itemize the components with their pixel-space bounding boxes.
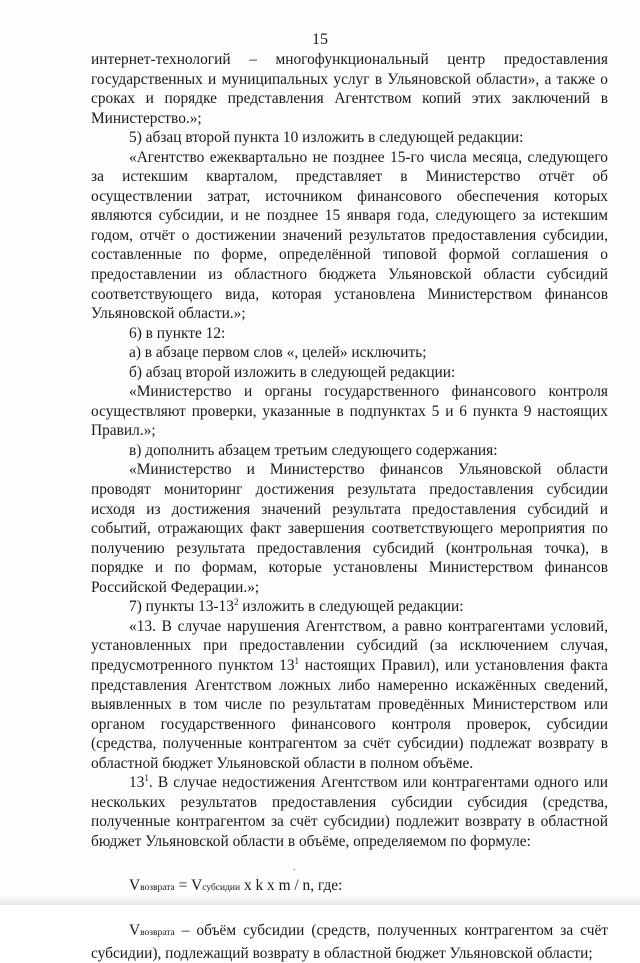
amendment-item-5: 5) абзац второй пункта 10 изложить в следующей редакции: xyxy=(129,129,524,147)
subitem-a: а) в абзаце первом слов «, целей» исключить; xyxy=(129,344,427,362)
quote-monitoring: «Министерство и Министерство финансов Ульяновской области проводят мониторинг достижения результата предоставления субсидии исходя из достижения значений результата предоставления субсидий и событий, отражающих факт завершения соответствующего мероприятия по получению результата предоставления субсидий (контрольная точка), в порядке и по формам, которые установлены Министерством финансов Российской Федерации.»; xyxy=(91,461,608,596)
quote-inspections: «Министерство и органы государственного финансового контроля осуществляют проверки, указанные в подпунктах 5 и 6 пункта 9 настоящих Правил.»; xyxy=(91,383,608,440)
subitem-c: в) дополнить абзацем третьим следующего содержания: xyxy=(129,441,498,459)
page-number: 15 xyxy=(312,31,328,48)
scan-edge xyxy=(0,895,640,905)
superscript: 2 xyxy=(233,597,239,608)
subitem-b: б) абзац второй изложить в следующей редакции: xyxy=(129,363,456,381)
formula-subscript-subsidy: субсидии xyxy=(202,883,241,894)
clause-13-tail: настоящих Правил), или установления факта представления Агентством ложных либо намеренно искажённых сведений, выявленных в том числе по результатам проведённых Министерством или органом государственного финансового контроля проверок, субсидии (средства, полученные контрагентом за счёт субсидии) подлежат возврату в областной бюджет Ульяновской области в полном объёме. xyxy=(91,656,608,772)
formula-v: V xyxy=(129,877,141,895)
superscript: 1 xyxy=(294,655,300,666)
document-body xyxy=(91,51,608,963)
definition-subscript: возврата xyxy=(140,927,175,938)
amendment-item-6: 6) в пункте 12: xyxy=(129,324,226,342)
clause-13-text: «13. В случае нарушения Агентством, а равно контрагентами условий, установленных при предоставлении субсидий (за исключением случая, предусмотренного пунктом 13 xyxy=(91,617,608,674)
clause-13-1-number: 13 xyxy=(129,774,145,792)
formula-equals: = V xyxy=(174,877,203,895)
definition-v-return xyxy=(91,921,608,963)
formula-subscript-return: возврата xyxy=(140,883,175,894)
amendment-item-7 xyxy=(91,597,608,617)
footer-mark: . xyxy=(293,862,296,873)
amendment-item-7-text: 7) пункты 13-13 xyxy=(129,598,234,616)
amendment-item-7-tail: изложить в следующей редакции: xyxy=(238,598,464,616)
clause-13-1-text: . В случае недостижения Агентством или контрагентами одного или нескольких результатов предоставления субсидии субсидия (средства, полученные контрагентом за счёт субсидии) подлежит возврату в областной бюджет Ульяновской области в объёме, определяемом по формуле: xyxy=(91,774,608,850)
formula-rest: x k x m / n, где: xyxy=(240,877,343,895)
quote-agency-report: «Агентство ежеквартально не позднее 15-го числа месяца, следующего за истекшим кварталом, представляет в Министерство отчёт об осуществлении затрат, источником финансового обеспечения которых являются субсидии, и не позднее 15 января года, следующего за истекшим годом, отчёт о достижении значений результатов предоставления субсидии, составленные по форме, определённой типовой формой соглашения о предоставлении из областного бюджета Ульяновской области субсидий соответствующего вида, которая установлена Министерством финансов Ульяновской области.»; xyxy=(91,148,608,323)
clause-13-1 xyxy=(91,773,608,851)
paragraph-continuation: интернет-технологий – многофункциональный центр предоставления государственных и муниципальных услуг в Ульяновской области», а также о сроках и порядке представления Агентством копий этих заключений в Министерство.»; xyxy=(91,51,608,127)
definition-text: – объём субсидии (средств, полученных контрагентом за счёт субсидии), подлежащий возврату в областной бюджет Ульяновской области; xyxy=(91,921,608,962)
superscript: 1 xyxy=(144,773,149,784)
clause-13 xyxy=(91,617,608,773)
definition-v: V xyxy=(129,921,141,939)
